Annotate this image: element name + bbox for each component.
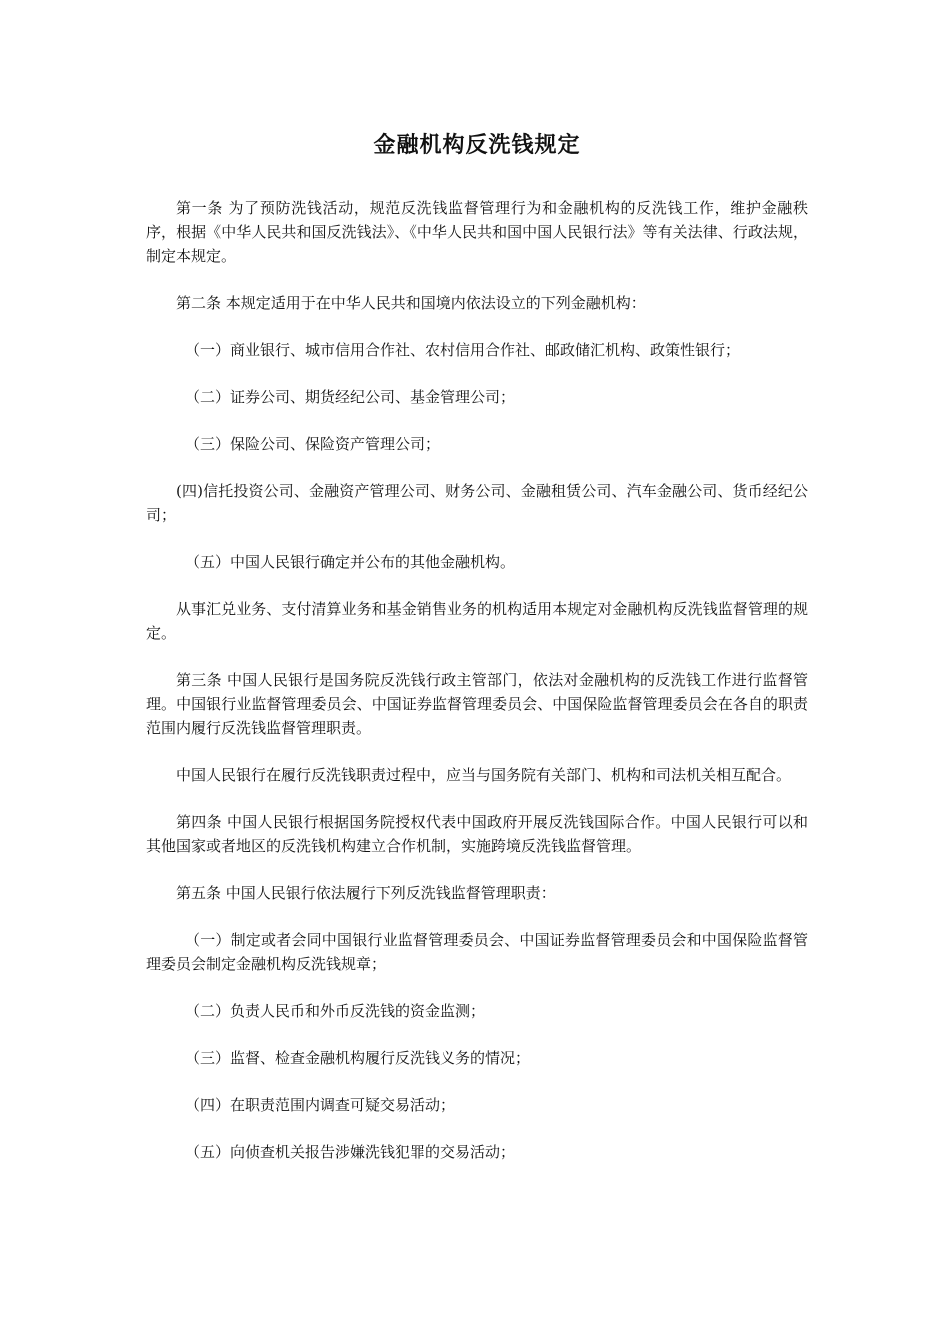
article-3: 第三条 中国人民银行是国务院反洗钱行政主管部门，依法对金融机构的反洗钱工作进行监督管理。中国银行业监督管理委员会、中国证券监督管理委员会、中国保险监督管理委员会在各自的职责范围内履行反洗钱监督管理职责。 [146,671,808,737]
article-5-item-1: （一）制定或者会同中国银行业监督管理委员会、中国证券监督管理委员会和中国保险监督管理委员会制定金融机构反洗钱规章； [146,931,808,973]
article-5-item-5: （五）向侦查机关报告涉嫌洗钱犯罪的交易活动； [185,1143,516,1161]
article-2-item-1: （一）商业银行、城市信用合作社、农村信用合作社、邮政储汇机构、政策性银行； [185,341,741,359]
article-5: 第五条 中国人民银行依法履行下列反洗钱监督管理职责： [176,884,556,902]
article-2-item-5: （五）中国人民银行确定并公布的其他金融机构。 [185,553,516,571]
article-5-item-2: （二）负责人民币和外币反洗钱的资金监测； [185,1002,486,1020]
article-2: 第二条 本规定适用于在中华人民共和国境内依法设立的下列金融机构： [176,294,646,312]
article-5-item-4: （四）在职责范围内调查可疑交易活动； [185,1096,456,1114]
article-3-clause: 中国人民银行在履行反洗钱职责过程中，应当与国务院有关部门、机构和司法机关相互配合。 [176,766,792,784]
article-4: 第四条 中国人民银行根据国务院授权代表中国政府开展反洗钱国际合作。中国人民银行可以和其他国家或者地区的反洗钱机构建立合作机制，实施跨境反洗钱监督管理。 [146,813,808,855]
article-2-clause: 从事汇兑业务、支付清算业务和基金销售业务的机构适用本规定对金融机构反洗钱监督管理的规定。 [146,600,808,642]
article-5-item-3: （三）监督、检查金融机构履行反洗钱义务的情况； [185,1049,531,1067]
article-2-item-4: (四)信托投资公司、金融资产管理公司、财务公司、金融租赁公司、汽车金融公司、货币经纪公司； [146,482,808,524]
article-2-item-2: （二）证券公司、期货经纪公司、基金管理公司； [185,388,516,406]
document-body [146,130,808,1187]
document-title: 金融机构反洗钱规定 [373,133,581,158]
article-1: 第一条 为了预防洗钱活动，规范反洗钱监督管理行为和金融机构的反洗钱工作，维护金融秩序，根据《中华人民共和国反洗钱法》、《中华人民共和国中国人民银行法》等有关法律、行政法规，制定本规定。 [146,199,808,265]
article-2-item-3: （三）保险公司、保险资产管理公司； [185,435,441,453]
